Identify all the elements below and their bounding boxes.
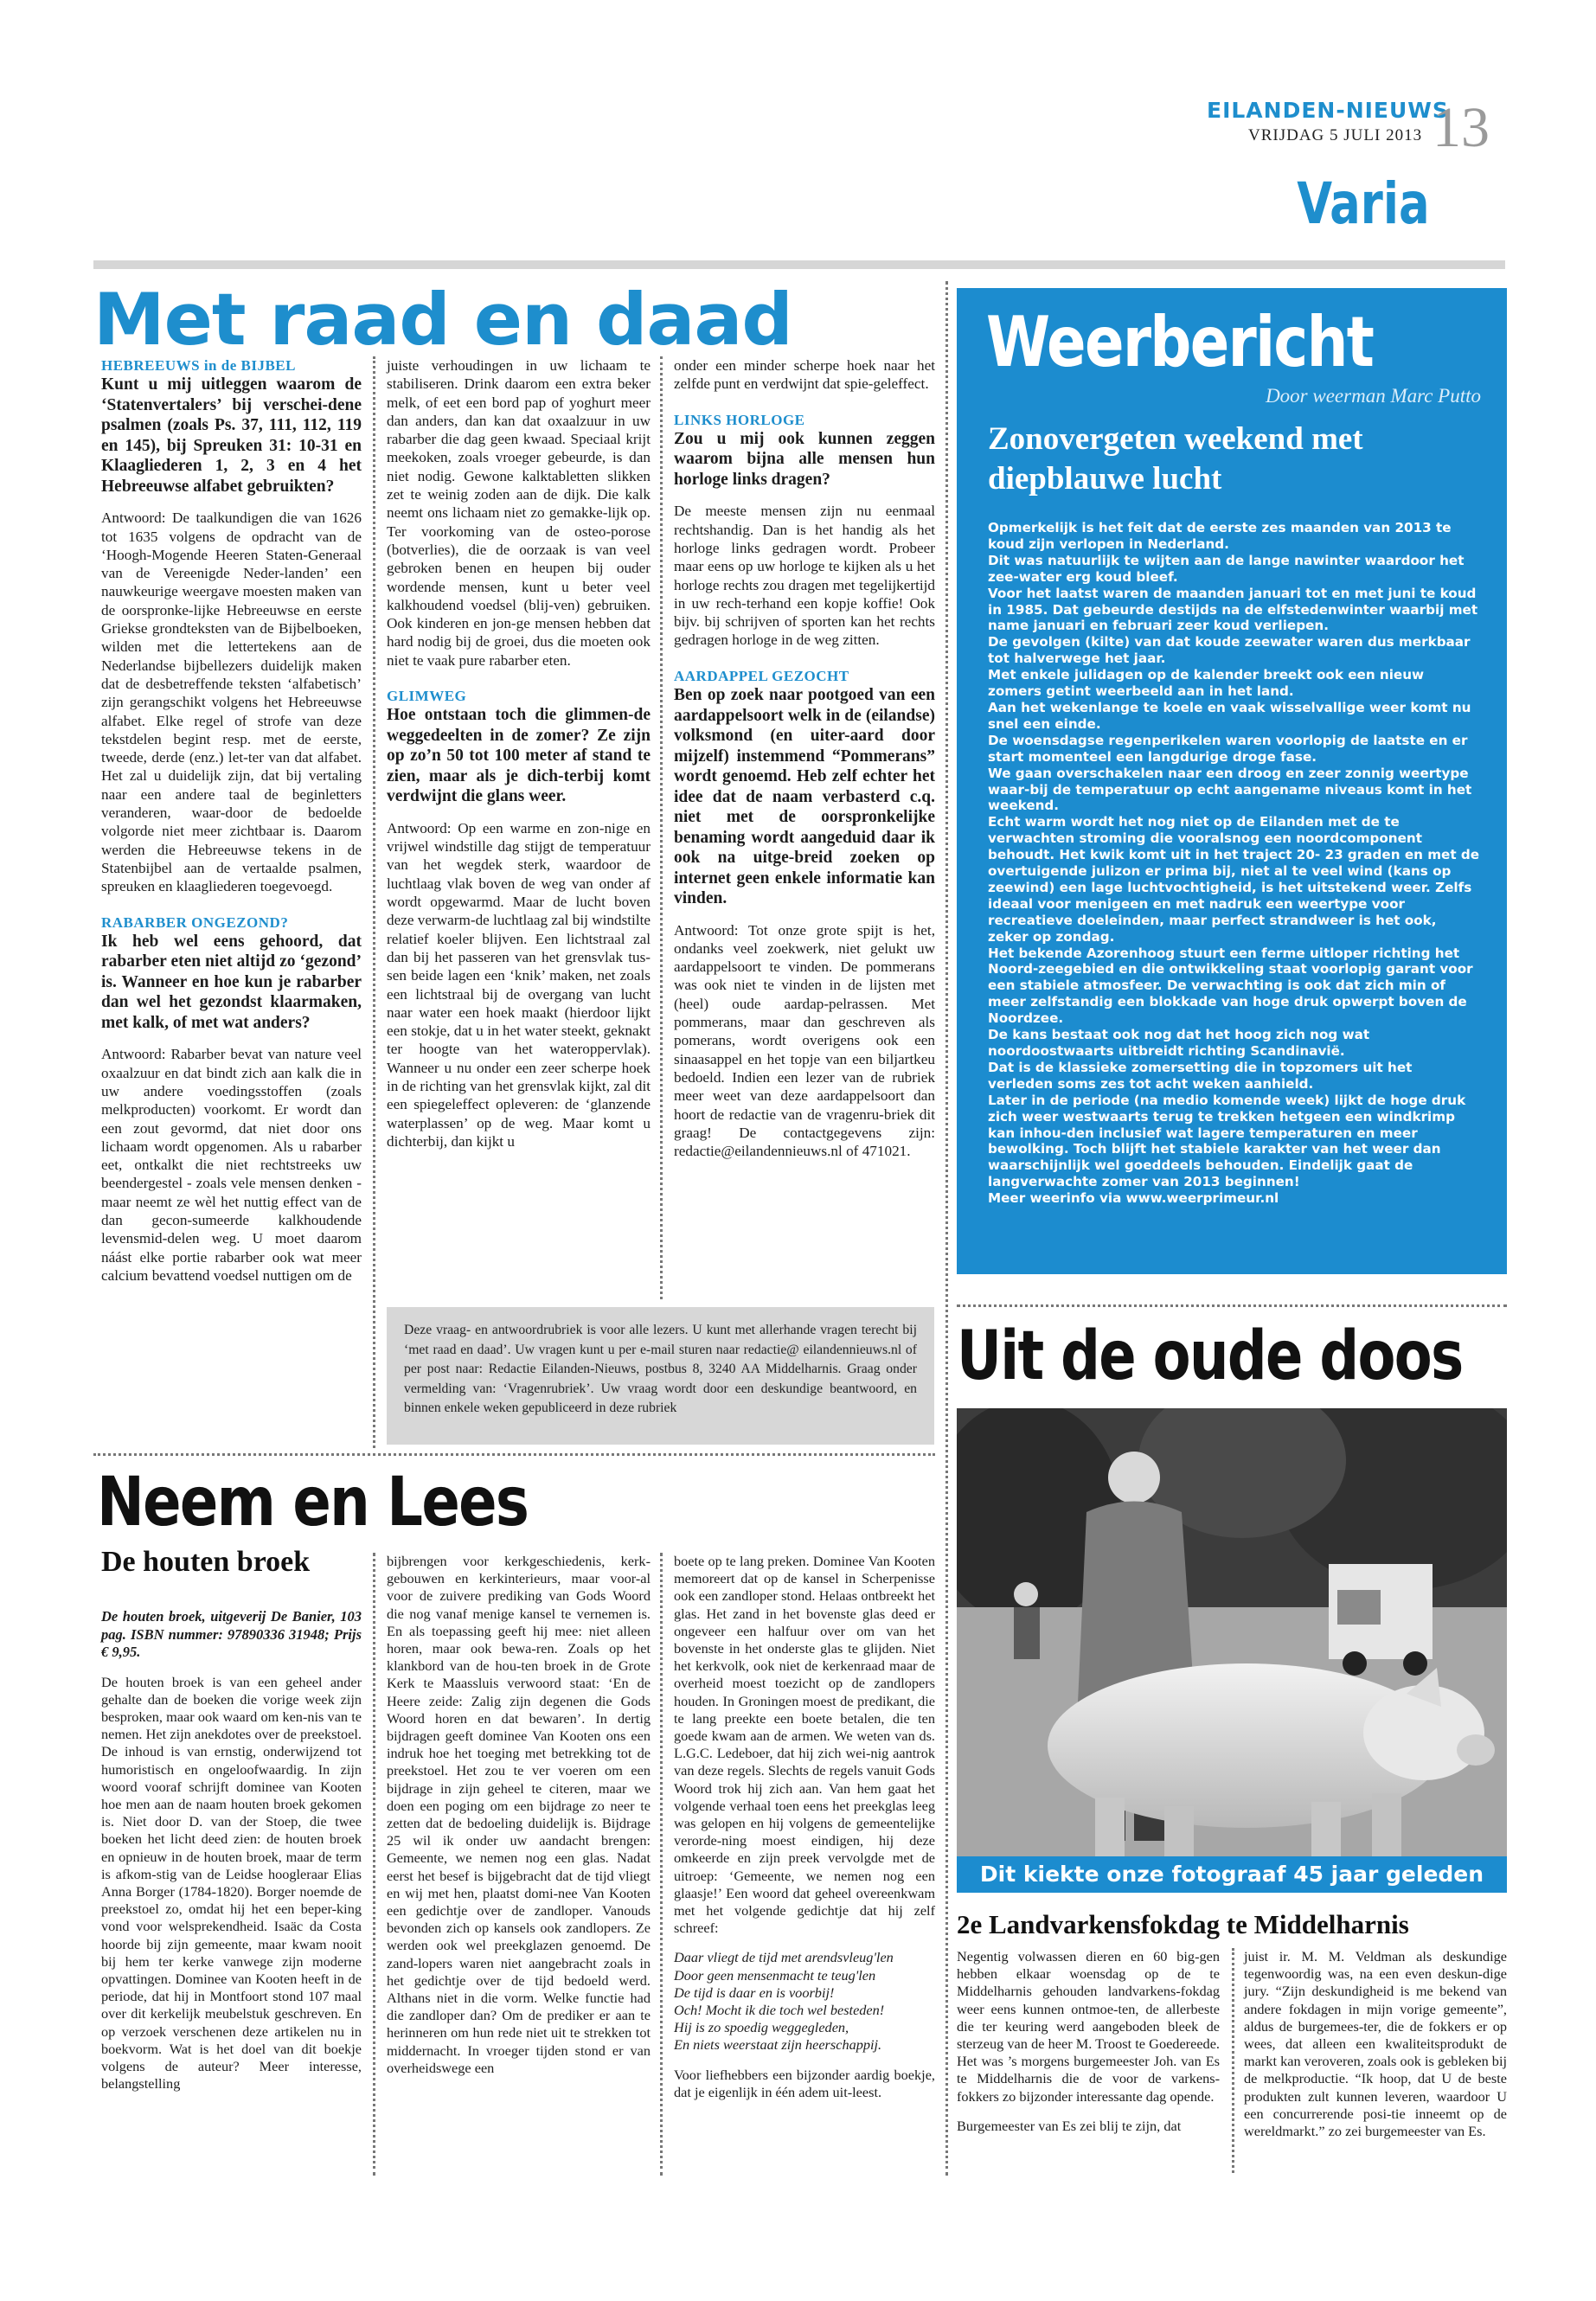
raad-column-2 [387,356,651,1150]
raad-answer: De meeste mensen zijn nu eenmaal rechtshandig. Dan is het handig als het horloge links gedragen wordt. Probeer maar eens op uw horloge te kijken als u het horloge rechts zou dragen met tegelijkertijd in uw rech-terhand een kopje koffie! Ook bijv. bij schrijven of sporten kan het rechts gedragen horloge in de weg zitten. [674,503,935,649]
weather-link[interactable]: Meer weerinfo via www.weerprimeur.nl [988,1190,1279,1207]
raad-question: Hoe ontstaan toch die glimmen-de weggedeelten in de zomer? Ze zijn op zo’n 50 tot 100 meter af stand te zien, maar als je dich-terbij komt verdwijnt die glans weer. [387,706,651,806]
neem-column-3 [674,1553,935,2101]
newspaper-logo: EILANDEN-NIEUWS [1207,98,1449,123]
column-rule [1232,1948,1234,2173]
raad-kicker: HEBREEUWS in de BIJBEL [101,357,296,374]
column-rule [373,1553,375,2176]
weather-paragraph: Voor het laatst waren de maanden januari tot en met juni te koud in 1985. Dat gebeurde destijds na de elfstedenwinter waarbij met name januari en februari zeer koud verliepen. [988,585,1478,634]
archive-photo [957,1408,1507,1893]
raad-column-3 [674,356,935,1160]
poem-line: Hij is zo spoedig weggegleden, [674,2019,849,2036]
doos-text: Negentig volwassen dieren en 60 big-gen hebben elkaar woensdag op de te Middelharnis gehouden landvarkens-fokdag weer eens kunnen ontmoe-ten, de allerbeste die ter keuring werd aangeboden bleek de sterzeug van de heer M. Troost te Goedereede. Het was ’s morgens burgemeester Joh. van Es te Middelharnis die de voor de varkens-fokkers zo bijzonder interessante dag opende. [957,1948,1220,2105]
raad-question: Ben op zoek naar pootgoed van een aardappelsoort welk in de (eilandse) volksmond (en uiter-aard door mijzelf) instemmend “Pommerans” wordt genoemd. Heb zelf echter het idee dat de naam verbasterd c.q. niet met de oorspronkelijke benaming wordt aangeduid daar ik ook na uitge-breid zoeken op internet geen enkele informatie kan vinden. [674,686,935,908]
poem-line: De tijd is daar en is voorbij! [674,1984,835,2001]
section-title: Varia [1297,170,1430,237]
neem-subtitle: De houten broek [101,1546,311,1578]
book-info: De houten broek, uitgeverij De Banier, 103 pag. ISBN nummer: 97890336 31948; Prijs € 9,95. [101,1608,362,1660]
weather-box [957,288,1507,1274]
weather-paragraph: Echt warm wordt het nog niet op de Eilanden met de te verwachten stroming die vooralsnog een noordcomponent behoudt. Het kwik komt uit in het traject 20- 23 graden en met de overtuigende julizon er prima bij, niet al te veel wind (kans op zeewind) een lage luchtvochtigheid, is het uitstekend weer. Zelfs ideaal voor menigeen en met nadruk een weertype voor recreatieve doeleinden, maar perfect strandweer is het ook, zeker op zondag. [988,814,1480,945]
section-rule [957,1304,1507,1307]
raad-info-box: Deze vraag- en antwoordrubriek is voor alle lezers. U kunt met allerhande vragen terecht bij ‘met raad en daad’. Uw vragen kunt u per e-mail sturen naar redactie@ eilandennieuws.nl of per post naar: Redactie Eilanden-Nieuws, postbus 8, 3240 AA Middelharnis. Graag onder vermelding van: ‘Vragenrubriek’. Uw vraag wordt door een deskundige beantwoord, en binnen enkele weken gepubliceerd in deze rubriek [387,1307,934,1445]
neem-text: De houten broek is van een geheel ander gehalte dan de boeken die vorige week zijn besproken, maar ook waard om ken-nis van te nemen. Het zijn anekdotes over de preekstoel. De inhoud is van ernstig, onderwijzend tot humoristisch en ongeloofwaardig. In zijn woord vooraf schrijft dominee van Kooten hoe men aan de naam houten broek gekomen is. Niet door D. van der Stoep, die twee boeken het licht deed zien: de houten broek en opnieuw in de houten broek, maar de term is afkom-stig van de Leidse hoogleraar Elias Anna Borger (1784-1820). Borger noemde de preekstoel zo, omdat hij het een beper-king vond voor welsprekendheid. Isaäc da Costa hoorde bij zijn gemeente, maar kwam nooit bij hem ter kerke vanwege zijn moderne opvattingen. Dominee van Kooten heeft in de periode, dat hij in Montfoort stond 107 maal over dit kerkelijk meubelstuk geschreven. En op verzoek verschenen deze artikelen nu in boekvorm. Wat is het doel van dit boekje volgens de auteur? Meer interesse, belangstelling [101,1673,362,2093]
weather-paragraph: Later in de periode (na medio komende week) lijkt de hoge druk zich weer westwaarts terug te trekken hetgeen een windkrimp kan inhou-den inclusief wat lagere temperaturen en meer bewolking. Toch blijft het stabiele karakter van het weer dan waarschijnlijk wel goeddeels behouden. Eindelijk gaat de langverwachte zomer van 2013 beginnen! [988,1092,1466,1190]
weather-headline: Zonovergeten weekend met diepblauwe lucht [988,421,1363,497]
raad-kicker: LINKS HORLOGE [674,411,805,428]
weather-paragraph: Met enkele julidagen op de kalender breekt ook een nieuw zomers getint weerbeeld aan in het land. [988,667,1425,700]
weather-paragraph: De woensdagse regenperikelen waren voorlopig de laatste en er start momenteel een langdurige droge fase. [988,732,1468,765]
doos-text: juist ir. M. M. Veldman als deskundige tegenwoordig was, na een even deskun-dige jury. “Zijn deskundigheid is me bekend van andere fokdagen in mijn vorige gemeente”, aldus de burgemees-ter, die de fokkers er op wees, dat alleen een kwaliteitsprodukt de markt kan veroveren, zoals ook is gebleken bij de melkproductie. “Ik hoop, dat U de beste produkten zult kunnen leveren, waardoor U een concurrerende posi-tie inneemt op de wereldmarkt.” zo zei burgemeester van Es. [1244,1948,1507,2140]
raad-question: Kunt u mij uitleggen waarom de ‘Statenvertalers’ bij verschei-dene psalmen (zoals Ps. 37, 111, 112, 119 en 145), bij Spreuken 31: 10-31 en Klaagliederen 1, 2, 3 en 4 het Hebreeuwse alfabet gebruikten? [101,375,362,496]
photo-caption: Dit kiekte onze fotograaf 45 jaar geleden [957,1856,1507,1893]
weather-paragraph: Dat is de klassieke zomersetting die in topzomers uit het verleden soms zes tot acht weken aanhield. [988,1059,1413,1092]
doos-column-1 [957,1948,1220,2135]
raad-kicker: RABARBER ONGEZOND? [101,913,289,931]
raad-answer: onder een minder scherpe hoek naar het zelfde punt en verdwijnt dat spie-geleffect. [674,357,935,393]
weather-paragraph: Opmerkelijk is het feit dat de eerste zes maanden van 2013 te koud zijn verlopen in Nederland. [988,520,1452,552]
weather-paragraph: De gevolgen (kilte) van dat koude zeewater waren dus merkbaar tot halverwege het jaar. [988,634,1471,667]
neem-text: boete op te lang preken. Dominee Van Kooten memoreert dat op de kansel in Scherpenisse ook een zandloper stond. Helaas ontbreekt het glas. Het zand in het bovenste glas deed er ongeveer een halfuur over om van het bovenste in het onderste glas te glijden. Niet het kerkvolk, ook niet de kerkenraad maar de overheid moest toezicht op de zandlopers houden. In Groningen moest de predikant, die te lang preekte een boete betalen, die ten goede kwam aan de armen. We weten van ds. L.G.C. Ledeboer, dat hij zich wei-nig aantrok van deze regels. Slechts de regels vanuit Gods Woord trok hij zich aan. Van hem gaat het volgende verhaal toen eens het preekglas leeg was gelopen en hij volgens de gemeentelijke verorde-ning moest eindigen, hij deze omkeerde en zijn preek vervolgde met de uitroep: ‘Gemeente, we nemen nog een glaasje!’ Een woord dat geheel overeenkwam met het volgende gedichtje dat hij zelf schreef: [674,1553,935,1937]
weather-paragraph: Aan het wekenlange te koele en vaak wisselvallige weer komt nu snel een einde. [988,699,1471,732]
neem-column-2 [387,1553,651,2077]
neem-text: Voor liefhebbers een bijzonder aardig boekje, dat je eigenlijk in één adem uit-leest. [674,2066,935,2100]
doos-subhead: 2e Landvarkensfokdag te Middelharnis [957,1909,1409,1939]
doos-column-2 [1244,1948,1507,2140]
poem-line: En niets weerstaat zijn heerschappij. [674,2036,882,2054]
raad-title: Met raad en daad [93,278,792,362]
weather-author: Door weerman Marc Putto [1266,385,1481,407]
neem-title: Neem en Lees [97,1464,529,1541]
column-rule [660,356,663,1299]
neem-text: bijbrengen voor kerkgeschiedenis, kerk-gebouwen en kerkinterieurs, maar voor-al voor de zuivere prediking van Gods Woord die nog vanaf menige kansel te vernemen is. En als toepassing geeft hij mee: niet alleen horen, maar ook bewa-ren. Zoals op het klankbord van de hou-ten broek in de Grote Kerk te Maassluis verwoord staat: ‘En de Heere zeide: Zalig zijn degenen die Gods Woord horen en dat bewaren’. In dertig bijdragen geeft dominee Van Kooten ons een indruk hoe het toeging met betrekking tot de preekstoel. Het zou te ver voeren om een bijdrage in zijn geheel te citeren, maar we doen een poging om een bijdrage zo neer te zetten dat de bedoeling duidelijk is. Bijdrage 25 wil ik onder uw aandacht brengen: Gemeente, we nemen nog een glas. Nadat eerst het besef is bijgebracht dat de tijd vliegt en wij met hen, plaatst domi-nee Van Kooten een gedichtje over de zandloper. Vanouds bevonden zich op kansels ook zandlopers. Ze werden ook wel preekglazen genoemd. De zand-lopers waren niet aangebracht zoals in het gedichtje over de tijd bedoeld werd. Althans niet in die vorm. Welke functie had die zandloper dan? Om de prediker er aan te herinneren om hun rede niet uit te strekken tot middernacht. In vroeger tijden stond er van overheidswege een [387,1553,651,2076]
doos-title: Uit de oude doos [957,1317,1463,1395]
raad-question: Zou u mij ook kunnen zeggen waarom bijna alle mensen hun horloge links dragen? [674,429,935,489]
page-column-rule [945,281,948,2176]
poem-line: Daar vliegt de tijd met arendsvleug'len [674,1949,894,1966]
column-rule [660,1553,663,2176]
issue-date: VRIJDAG 5 JULI 2013 [1248,126,1423,144]
raad-answer: Antwoord: Rabarber bevat van nature veel oxaalzuur en dat bindt zich aan kalk die in uw andere voedingsstoffen (zoals melkproducten) voorkomt. Er wordt dan een zout gevormd, dat niet door ons lichaam wordt opgenomen. Als u rabarber eet, ontkalkt die niet rechtstreeks uw beendergestel - zoals vele mensen denken - maar neemt ze wèl het nuttig effect van de dan gecon-sumeerde kalkhoudende levensmid-delen weg. U moet daarom náást elke portie rabarber ook wat meer calcium bevattend voedsel nuttigen om de [101,1046,362,1284]
raad-answer: Antwoord: Tot onze grote spijt is het, ondanks veel zoekwerk, niet gelukt uw aardappelsoort te vinden. De pommerans was ook niet te vinden in de lijsten met (heel) oude aardap-pelrassen. Met pommerans, maar dan geschreven als pomerans, wordt overigens ook een sinaasappel en het topje van een biljartkeu bedoeld. Indien een lezer van de rubriek meer weet van deze aardappelsoort dan hoort de redactie van de vragenru-briek dit graag! De contactgegevens zijn: redactie@eilandennieuws.nl of 471021. [674,921,935,1160]
weather-body [988,520,1481,1207]
weather-title: Weerbericht [986,302,1374,382]
doos-text: Burgemeester van Es zei blij te zijn, dat [957,2117,1182,2134]
weather-paragraph: Dit was natuurlijk te wijten aan de lange nawinter waardoor het zee-water erg koud bleef. [988,552,1465,585]
raad-answer: Antwoord: De taalkundigen die van 1626 tot 1635 volgens de opdracht van de ‘Hoogh-Mogende Heeren Staten-Generaal van de Vereenigde Neder-landen’ een nauwkeurige weergave moesten maken van de oorspronke-lijke Hebreeuwse en eerste Griekse grondteksten van de Bijbelboeken, wilden met die lettertekens aan de Nederlandse bijbellezers duidelijk maken dat de desbetreffende teksten ‘alfabetisch’ zijn gerangschikt volgens het Hebreeuwse alfabet. Elke regel of strofe van deze tekstdelen begint resp. met de eerste, tweede, derde (enz.) let-ter van dat alfabet. Het zal u duidelijk zijn, dat bij vertaling naar een andere taal de beginletters veranderen, waar-door de bedoelde volgorde niet meer zichtbaar is. Daarom werden die Hebreeuwse tekens in de Statenbijbel aan de vertaalde psalmen, spreuken en klaagliederen toegevoegd. [101,510,362,895]
weather-paragraph: De kans bestaat ook nog dat het hoog zich nog wat noordoostwaarts uitbreidt richting Scandinavië. [988,1027,1370,1059]
raad-answer: juiste verhoudingen in uw lichaam te stabiliseren. Drink daarom een extra beker melk, of eet een bord pap of yoghurt meer dan anders, dan kan dat oxaalzuur in uw rabarber die dag geen kwaad. Speciaal krijt meekoken, zoals vroeger gebeurde, is dan niet nodig. Gewone kalktabletten slikken zet te weinig zoden aan de dijk. Die kalk neemt ons lichaam niet zo gemakke-lijk op. Ter voorkoming van de osteo-porose (botverlies), die de oorzaak is van veel gebroken benen en heupen bij ouder wordende mensen, kunt u beter veel kalkhoudend voedsel (blij-ven) gebruiken. Ook kinderen en jon-ge mensen hebben dat hard nodig bij de groei, dus die moeten ook niet te vaak pure rabarber eten. [387,357,651,669]
column-rule [373,356,375,1448]
poem-line: Och! Mocht ik die toch wel besteden! [674,2002,885,2019]
raad-kicker: AARDAPPEL GEZOCHT [674,667,849,684]
weather-paragraph: Het bekende Azorenhoog stuurt een ferme uitloper richting het Noord-zeegebied en die ontwikkeling staat voorlopig garant voor een stabiele atmosfeer. De verwachting is ook dat zich min of meer zelfstandig een blokkade van hoge druk opwerpt boven de Noordzee. [988,945,1473,1027]
raad-kicker: GLIMWEG [387,688,467,705]
raad-column-1 [101,356,362,1285]
neem-column-1 [101,1608,362,2093]
section-divider-bar [93,260,1505,269]
section-rule [93,1453,935,1456]
pig-farmer-illustration [957,1408,1507,1893]
poem-line: Door geen mensenmacht te teug'len [674,1966,876,1984]
raad-question: Ik heb wel eens gehoord, dat rabarber eten niet altijd zo ‘gezond’ is. Wanneer en hoe kun je rabarber dan wel het gezondst klaarmaken, met kalk, of met wat anders? [101,932,362,1032]
raad-answer: Antwoord: Op een warme en zon-nige en vrijwel windstille dag stijgt de temperatuur van het wegdek sterk, waardoor de luchtlaag vlak boven de weg van onder af wordt opgewarmd. Maar de lucht boven deze verwarm-de luchtlaag zal bij windstilte relatief koeler blijven. Een lichtstraal zal dan bij het passeren van het grensvlak tus-sen beide lagen een ‘knik’ maken, net zoals een lichtstraal bij de overgang van lucht naar water een hoek maakt (hierdoor lijkt een stokje, dat u in het water steekt, geknakt ter hoogte van het wateroppervlak). Wanneer u nu onder een zeer scherpe hoek in de richting van het grensvlak kijkt, zal dit een spiegeleffect opleveren: de ‘glanzende waterplassen’ op de weg. Maar komt u dichterbij, dan kijkt u [387,819,651,1150]
page-number: 13 [1433,96,1490,159]
weather-paragraph: We gaan overschakelen naar een droog en zeer zonnig weertype waar-bij de temperatuur op echt aangename niveaus komt in het weekend. [988,765,1472,814]
